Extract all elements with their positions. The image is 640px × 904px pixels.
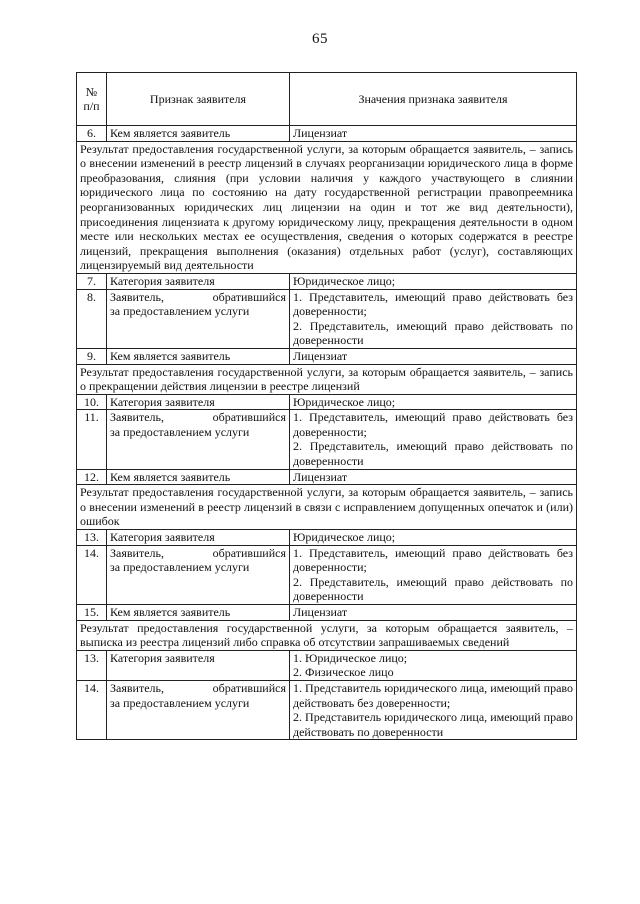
row-number: 13. xyxy=(77,530,107,546)
sign-line-1 xyxy=(110,290,286,305)
row-number: 15. xyxy=(77,605,107,621)
result-text: Результат предоставления государственной услуги, за которым обращается заявитель, – выписка из реестра лицензий либо справка об отсутствии запрашиваемых сведений xyxy=(77,620,577,650)
header-value: Значения признака заявителя xyxy=(290,73,577,126)
table-row xyxy=(77,273,577,289)
sign-word-a: Заявитель, xyxy=(110,680,164,695)
row-value xyxy=(290,273,577,289)
value-item: 2. Представитель, имеющий право действовать по доверенности xyxy=(293,318,573,348)
row-number: 9. xyxy=(77,348,107,364)
row-sign xyxy=(107,410,290,469)
table-row xyxy=(77,289,577,348)
result-row xyxy=(77,485,577,530)
result-row xyxy=(77,141,577,273)
row-value xyxy=(290,650,577,680)
row-sign xyxy=(107,680,290,739)
table-row xyxy=(77,545,577,604)
row-value xyxy=(290,605,577,621)
row-value xyxy=(290,348,577,364)
result-text: Результат предоставления государственной услуги, за которым обращается заявитель, – запись о внесении изменений в реестр лицензий в случаях реорганизации юридического лица в форме преобразования, слияния (при условии наличия у каждого участвующего в слиянии юридического лица по состоянию на дату государственной регистрации правопреемника реорганизованных юридических лиц лицензии на один и тот же вид деятельности), присоединения лицензиата к другому юридическому лицу, прекращения деятельности в одном месте или нескольких местах ее осуществления, сведения о которых содержатся в реестре лицензий, прекращения выполнения (оказания) отдельных работ (услуг), составляющих лицензируемый вид деятельности xyxy=(77,141,577,273)
row-sign: Категория заявителя xyxy=(107,650,290,680)
table-row xyxy=(77,605,577,621)
table-row xyxy=(77,126,577,142)
value-item: 1. Юридическое лицо; xyxy=(293,650,408,665)
sign-word-b: обратившийся xyxy=(212,410,286,425)
table-row xyxy=(77,410,577,469)
row-sign: Категория заявителя xyxy=(107,394,290,410)
table-row xyxy=(77,650,577,680)
page-number: 65 xyxy=(312,31,328,47)
header-sign: Признак заявителя xyxy=(107,73,290,126)
value-item: Юридическое лицо; xyxy=(293,273,396,288)
sign-line-2: за предоставлением услуги xyxy=(110,304,250,319)
result-text: Результат предоставления государственной услуги, за которым обращается заявитель, – запись о прекращении действия лицензии в реестре лицензий xyxy=(77,364,577,394)
value-item: Юридическое лицо; xyxy=(293,394,396,409)
row-number: 11. xyxy=(77,410,107,469)
sign-word-b: обратившийся xyxy=(212,680,286,695)
table-row xyxy=(77,348,577,364)
sign-line-1 xyxy=(110,410,286,425)
table-row xyxy=(77,680,577,739)
value-item: Лицензиат xyxy=(293,469,348,484)
sign-word-a: Заявитель, xyxy=(110,410,164,425)
value-item: Юридическое лицо; xyxy=(293,530,396,545)
table-header-row xyxy=(77,73,577,126)
sign-word-b: обратившийся xyxy=(212,545,286,560)
row-value xyxy=(290,530,577,546)
sign-word-a: Заявитель, xyxy=(110,545,164,560)
table-row xyxy=(77,469,577,485)
row-sign: Категория заявителя xyxy=(107,273,290,289)
row-sign: Кем является заявитель xyxy=(107,126,290,142)
row-value xyxy=(290,126,577,142)
row-value xyxy=(290,680,577,739)
table-row xyxy=(77,530,577,546)
sign-line-2: за предоставлением услуги xyxy=(110,424,250,439)
value-item: 1. Представитель, имеющий право действовать без доверенности; xyxy=(293,289,573,319)
row-number: 13. xyxy=(77,650,107,680)
row-value xyxy=(290,394,577,410)
value-item: Лицензиат xyxy=(293,126,348,140)
row-number: 8. xyxy=(77,289,107,348)
value-item: 2. Представитель юридического лица, имеющий право действовать по доверенности xyxy=(293,710,573,739)
row-sign xyxy=(107,545,290,604)
row-value xyxy=(290,289,577,348)
applicant-signs-table xyxy=(76,72,577,740)
header-number-line2: п/п xyxy=(83,99,100,113)
value-item: 1. Представитель, имеющий право действовать без доверенности; xyxy=(293,545,573,575)
value-item: 2. Физическое лицо xyxy=(293,665,394,680)
header-number xyxy=(77,73,107,126)
value-item: 2. Представитель, имеющий право действовать по доверенности xyxy=(293,439,573,469)
row-number: 10. xyxy=(77,394,107,410)
result-row xyxy=(77,364,577,394)
sign-line-2: за предоставлением услуги xyxy=(110,695,250,710)
table-body xyxy=(77,126,577,740)
row-number: 14. xyxy=(77,680,107,739)
result-row xyxy=(77,620,577,650)
row-number: 14. xyxy=(77,545,107,604)
value-item: Лицензиат xyxy=(293,348,348,363)
table-row xyxy=(77,394,577,410)
sign-line-1 xyxy=(110,681,286,696)
row-sign xyxy=(107,289,290,348)
row-sign: Кем является заявитель xyxy=(107,348,290,364)
sign-line-1 xyxy=(110,546,286,561)
result-text: Результат предоставления государственной услуги, за которым обращается заявитель, – запись о внесении изменений в реестр лицензий в связи с исправлением допущенных опечаток и (или) ошибок xyxy=(77,485,577,530)
sign-line-2: за предоставлением услуги xyxy=(110,560,250,575)
sign-word-a: Заявитель, xyxy=(110,289,164,304)
value-item: 1. Представитель юридического лица, имеющий право действовать без доверенности; xyxy=(293,680,573,710)
row-sign: Кем является заявитель xyxy=(107,469,290,485)
row-value xyxy=(290,410,577,469)
row-sign: Кем является заявитель xyxy=(107,605,290,621)
row-value xyxy=(290,469,577,485)
value-item: 1. Представитель, имеющий право действовать без доверенности; xyxy=(293,410,573,439)
row-number: 7. xyxy=(77,273,107,289)
row-sign: Категория заявителя xyxy=(107,530,290,546)
row-number: 12. xyxy=(77,469,107,485)
row-number: 6. xyxy=(77,126,107,142)
sign-word-b: обратившийся xyxy=(212,289,286,304)
value-item: Лицензиат xyxy=(293,605,348,619)
value-item: 2. Представитель, имеющий право действовать по доверенности xyxy=(293,574,573,604)
header-number-line1: № xyxy=(85,85,98,99)
row-value xyxy=(290,545,577,604)
